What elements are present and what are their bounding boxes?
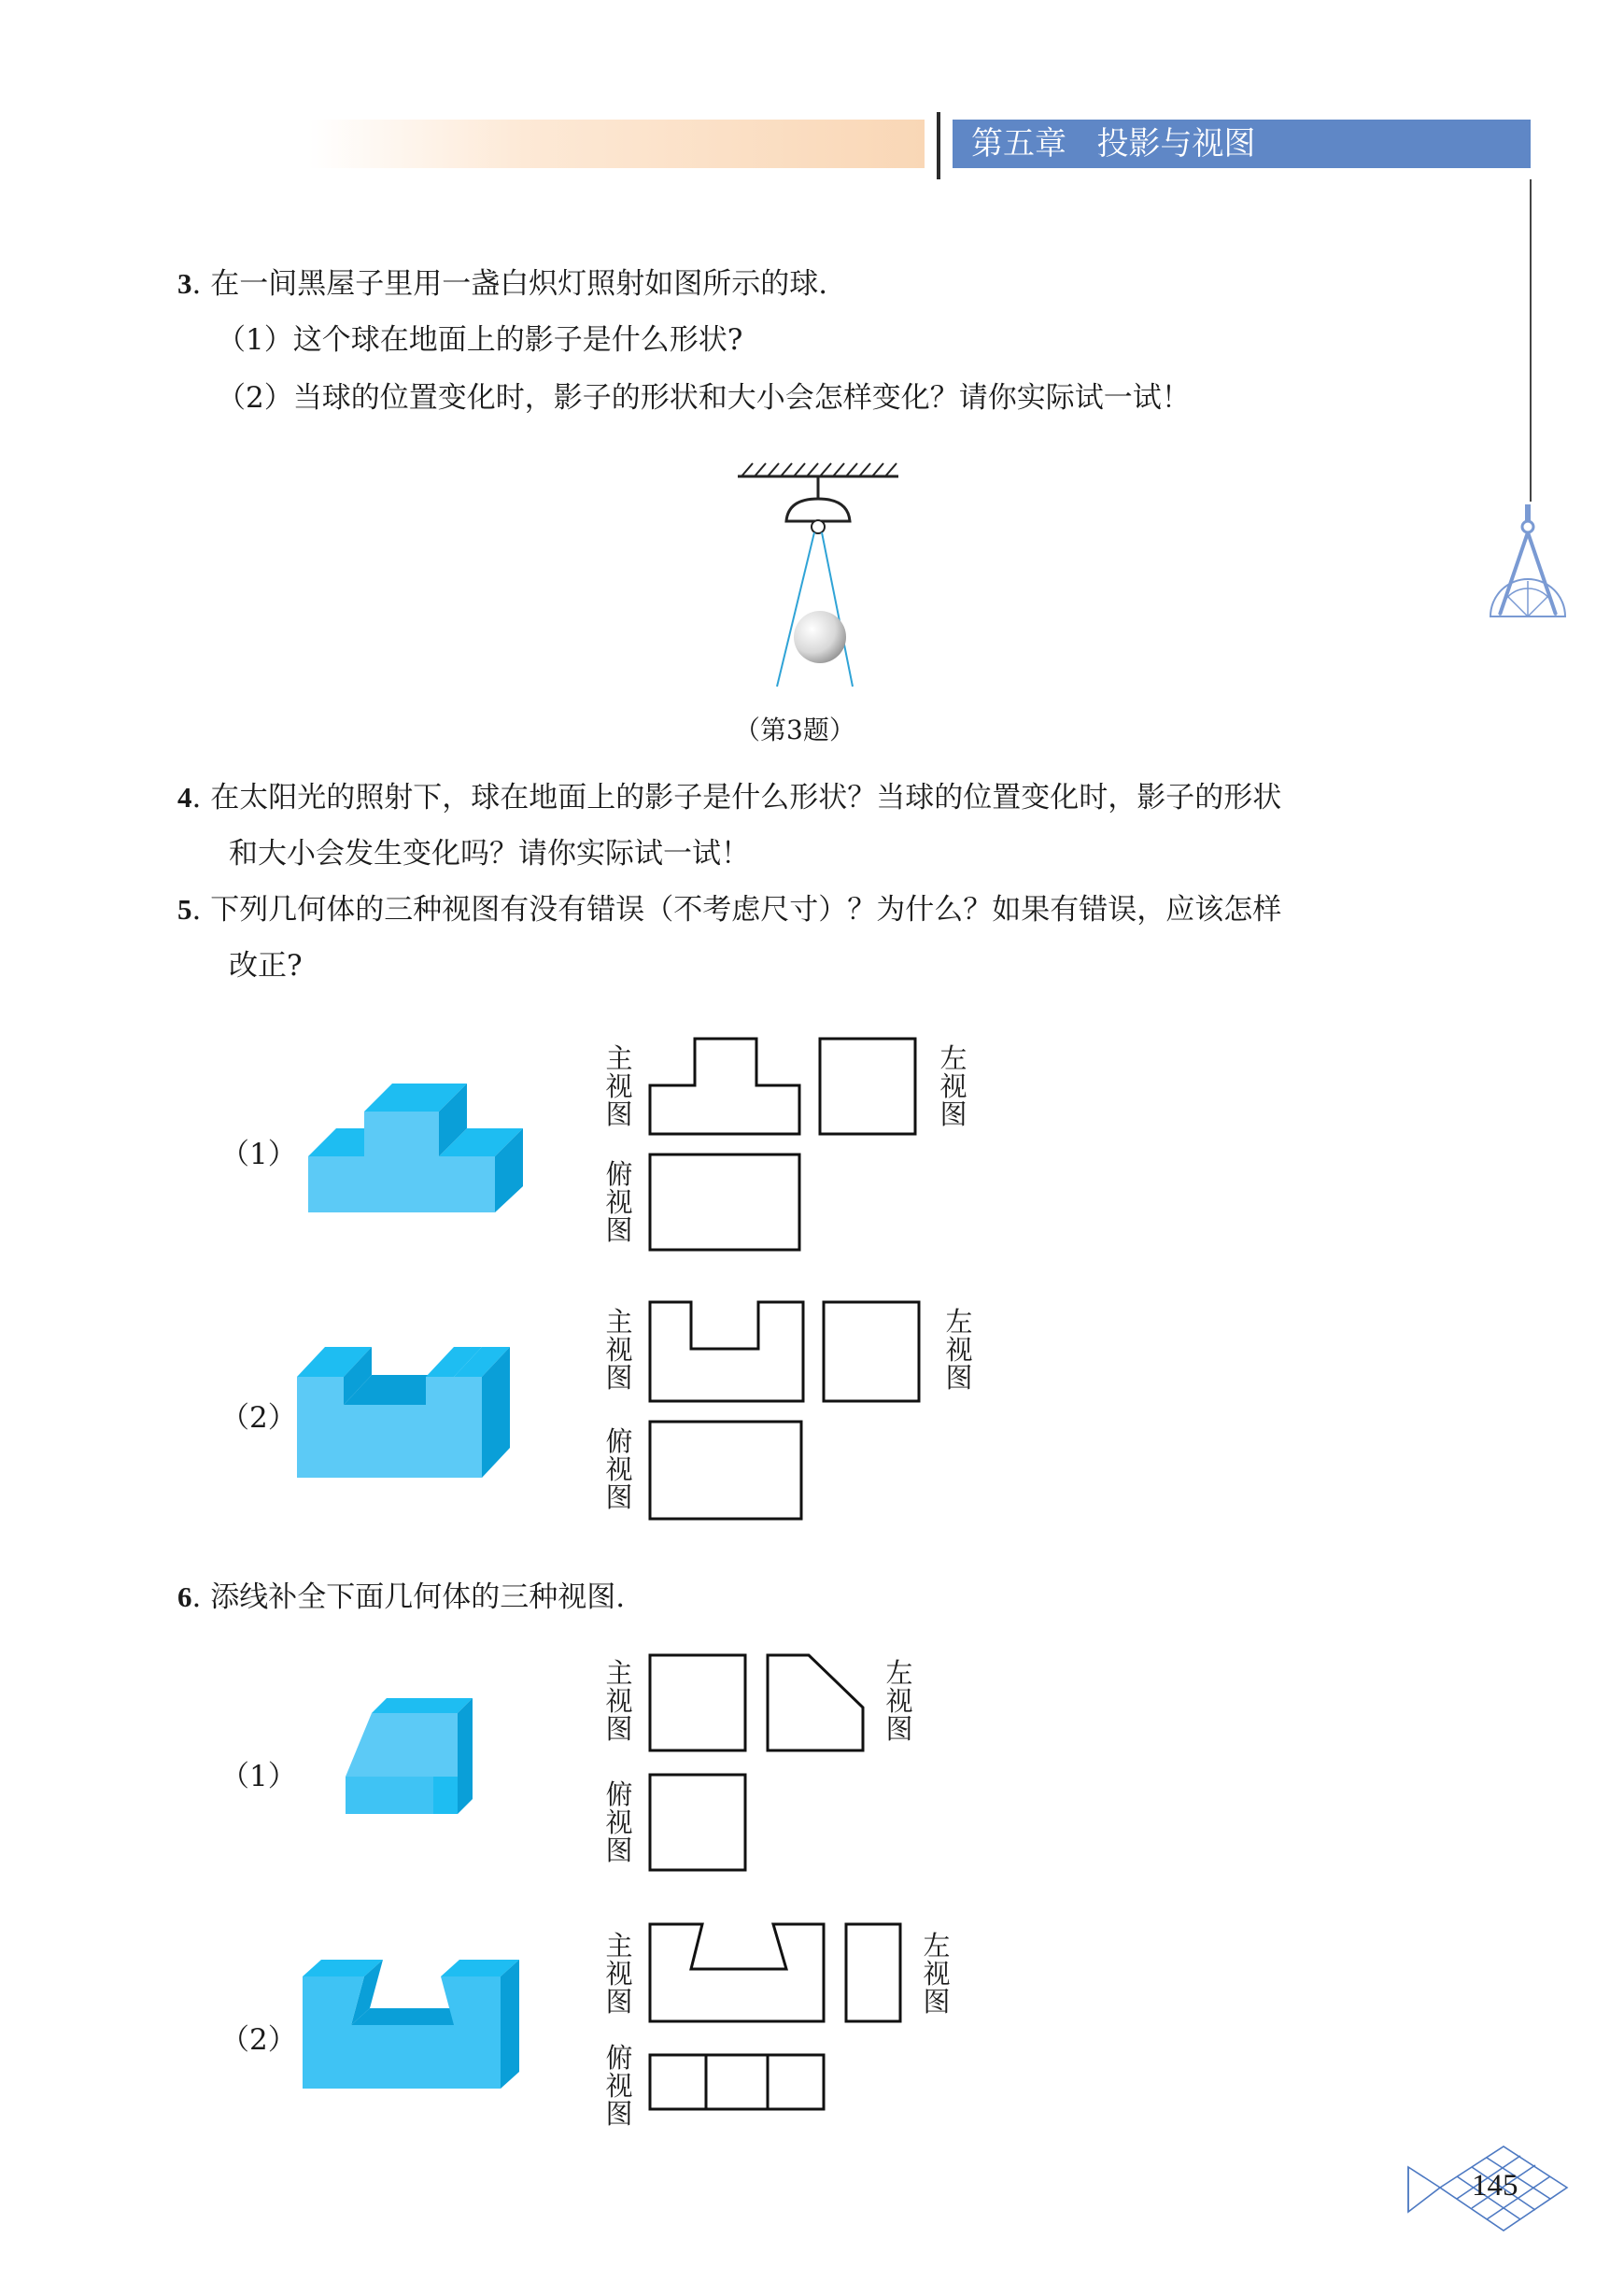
q5-item2-top-view bbox=[648, 1420, 805, 1523]
question-5-line2: 改正? bbox=[229, 949, 303, 983]
header-gradient-band bbox=[308, 120, 925, 168]
chapter-header bbox=[953, 120, 1531, 168]
q5-item1-top-label: 俯 视 图 bbox=[605, 1158, 633, 1246]
question-4-number: 4 bbox=[177, 781, 192, 814]
q6-item2-left-view bbox=[844, 1922, 902, 2025]
q6-item1-top-label: 俯 视 图 bbox=[605, 1778, 633, 1866]
question-4-line2: 和大小会发生变化吗？请你实际试一试！ bbox=[229, 837, 750, 871]
q5-item2-front-label: 主 视 图 bbox=[605, 1306, 633, 1394]
question-4-line1: 在太阳光的照射下，球在地面上的影子是什么形状？当球的位置变化时，影子的形状 bbox=[210, 781, 1282, 815]
compass-protractor-icon bbox=[1487, 504, 1571, 626]
q6-item1-front-view bbox=[648, 1653, 747, 1752]
q6-item2-top-view bbox=[648, 2053, 826, 2113]
question-5: 5. 下列几何体的三种视图有没有错误（不考虑尺寸）？为什么？如果有错误，应该怎样 bbox=[177, 893, 1282, 927]
q6-item1-solid bbox=[344, 1698, 474, 1835]
q6-item2-top-label: 俯 视 图 bbox=[605, 2042, 633, 2130]
question-6: 6. 添线补全下面几何体的三种视图. bbox=[177, 1580, 626, 1614]
q6-item2-front-label: 主 视 图 bbox=[605, 1930, 633, 2018]
q6-item1-left-view bbox=[766, 1653, 865, 1752]
q5-item1-front-label: 主 视 图 bbox=[605, 1042, 633, 1130]
q6-item2-front-view bbox=[648, 1922, 826, 2025]
q6-item2-label: （2） bbox=[220, 2023, 297, 2057]
question-4: 4. 在太阳光的照射下，球在地面上的影子是什么形状？当球的位置变化时，影子的形状 bbox=[177, 781, 1282, 815]
question-6-number: 6 bbox=[177, 1580, 192, 1613]
q5-item1-left-view bbox=[818, 1037, 917, 1136]
q5-item1-solid bbox=[308, 1074, 532, 1214]
q6-item2-solid bbox=[303, 1958, 527, 2092]
question-6-text: 添线补全下面几何体的三种视图. bbox=[210, 1580, 626, 1614]
q5-item1-front-view bbox=[648, 1037, 801, 1136]
q6-item1-label: （1） bbox=[220, 1760, 297, 1793]
q5-item2-label: （2） bbox=[220, 1401, 297, 1435]
q6-item2-left-label: 左 视 图 bbox=[923, 1930, 951, 2018]
q6-item1-top-view bbox=[648, 1773, 747, 1872]
question-3-text: 在一间黑屋子里用一盏白炽灯照射如图所示的球. bbox=[210, 267, 828, 301]
q5-item1-top-view bbox=[648, 1153, 801, 1252]
q5-item2-left-label: 左 视 图 bbox=[945, 1306, 973, 1394]
question-3-number: 3 bbox=[177, 267, 192, 300]
chapter-number: 第五章 bbox=[971, 125, 1066, 163]
question-5-number: 5 bbox=[177, 893, 192, 926]
question-5-line1: 下列几何体的三种视图有没有错误（不考虑尺寸）？为什么？如果有错误，应该怎样 bbox=[210, 893, 1282, 927]
header-divider bbox=[937, 112, 940, 179]
question-3-sub1: （1）这个球在地面上的影子是什么形状? bbox=[217, 323, 743, 357]
chapter-title: 投影与视图 bbox=[1096, 125, 1256, 163]
q5-item1-label: （1） bbox=[220, 1138, 297, 1171]
lamp-and-ball-figure bbox=[728, 458, 906, 701]
q5-item2-left-view bbox=[822, 1300, 921, 1403]
q5-item2-front-view bbox=[648, 1300, 805, 1403]
question-3-sub2: （2）当球的位置变化时，影子的形状和大小会怎样变化？请你实际试一试！ bbox=[217, 381, 1191, 415]
q6-item1-left-label: 左 视 图 bbox=[885, 1657, 913, 1745]
side-rule bbox=[1530, 179, 1532, 502]
q5-item1-left-label: 左 视 图 bbox=[939, 1042, 967, 1130]
question-3: 3. 在一间黑屋子里用一盏白炽灯照射如图所示的球. bbox=[177, 267, 828, 301]
q5-item2-solid bbox=[297, 1338, 521, 1480]
page-number: 145 bbox=[1472, 2169, 1518, 2203]
q6-item1-front-label: 主 视 图 bbox=[605, 1657, 633, 1745]
figure-3-caption: （第3题） bbox=[734, 715, 855, 745]
q5-item2-top-label: 俯 视 图 bbox=[605, 1425, 633, 1513]
